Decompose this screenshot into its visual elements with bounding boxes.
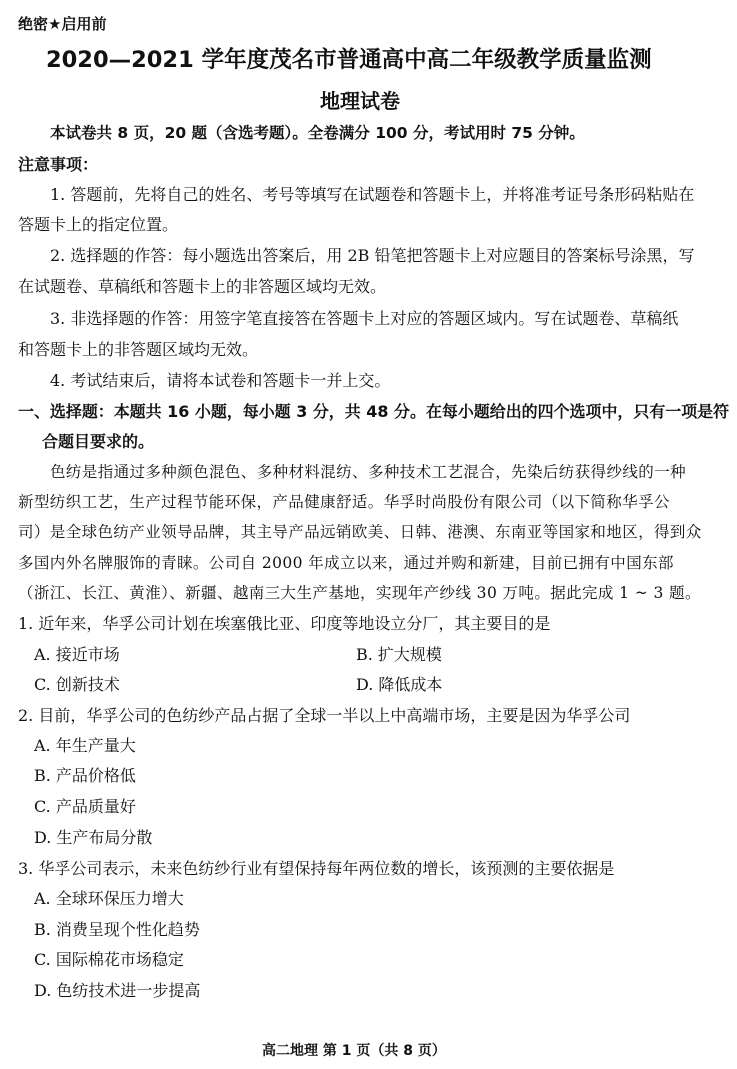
subject-title: 地理试卷 xyxy=(320,89,400,113)
exam-intro: 本试卷共 8 页，20 题（含选考题）。全卷满分 100 分，考试用时 75 分钟。 xyxy=(50,124,585,142)
notice-item-1-line-1: 1. 答题前，先将自己的姓名、考号等填写在试题卷和答题卡上，并将准考证号条形码粘贴在 xyxy=(50,185,695,204)
passage-line-4: 多国内外名牌服饰的青睐。公司自 2000 年成立以来，通过并购和新建，目前已拥有中国东部 xyxy=(18,554,674,572)
passage-line-3: 司）是全球色纺产业领导品牌，其主导产品远销欧美、日韩、港澳、东南亚等国家和地区，得到众 xyxy=(18,523,702,541)
question-2-option-d: D. 生产布局分散 xyxy=(34,828,153,847)
question-2-option-b: B. 产品价格低 xyxy=(34,766,136,785)
question-2-stem: 2. 目前，华孚公司的色纺纱产品占据了全球一半以上中高端市场，主要是因为华孚公司 xyxy=(18,706,631,725)
question-3-option-b: B. 消费呈现个性化趋势 xyxy=(34,920,200,939)
page-footer: 高二地理 第 1 页（共 8 页） xyxy=(262,1043,446,1059)
notice-item-1-line-2: 答题卡上的指定位置。 xyxy=(18,215,179,234)
section-heading-line-1: 一、选择题：本题共 16 小题，每小题 3 分，共 48 分。在每小题给出的四个选项中，只有一项是符 xyxy=(18,402,730,421)
passage-line-1: 色纺是指通过多种颜色混色、多种材料混纺、多种技术工艺混合，先染后纺获得纱线的一种 xyxy=(50,463,687,481)
question-1-option-d: D. 降低成本 xyxy=(356,675,443,694)
question-3-option-c: C. 国际棉花市场稳定 xyxy=(34,950,184,969)
question-3-stem: 3. 华孚公司表示，未来色纺纱行业有望保持每年两位数的增长，该预测的主要依据是 xyxy=(18,859,615,878)
question-1-option-c: C. 创新技术 xyxy=(34,675,120,694)
notice-item-4: 4. 考试结束后，请将本试卷和答题卡一并上交。 xyxy=(50,371,391,390)
question-1-stem: 1. 近年来，华孚公司计划在埃塞俄比亚、印度等地设立分厂，其主要目的是 xyxy=(18,614,551,633)
passage-line-2: 新型纺织工艺，生产过程节能环保，产品健康舒适。华孚时尚股份有限公司（以下简称华孚公 xyxy=(18,493,670,511)
notice-item-2-line-2: 在试题卷、草稿纸和答题卡上的非答题区域均无效。 xyxy=(18,277,387,296)
passage-line-5: （浙江、长江、黄淮）、新疆、越南三大生产基地，实现年产纱线 30 万吨。据此完成 1 ~ 3 题。 xyxy=(18,584,701,602)
question-3-option-d: D. 色纺技术进一步提高 xyxy=(34,981,201,1000)
question-2-option-c: C. 产品质量好 xyxy=(34,797,136,816)
question-3-option-a: A. 全球环保压力增大 xyxy=(34,889,184,908)
exam-title: 2020—2021 学年度茂名市普通高中高二年级教学质量监测 xyxy=(46,47,652,73)
notice-item-3-line-1: 3. 非选择题的作答：用签字笔直接答在答题卡上对应的答题区域内。写在试题卷、草稿纸 xyxy=(50,309,679,328)
question-1-option-a: A. 接近市场 xyxy=(34,645,120,664)
secret-label: 绝密★启用前 xyxy=(18,15,107,33)
notice-item-3-line-2: 和答题卡上的非答题区域均无效。 xyxy=(18,340,259,359)
question-2-option-a: A. 年生产量大 xyxy=(34,736,136,755)
notice-heading: 注意事项： xyxy=(18,155,99,174)
notice-item-2-line-1: 2. 选择题的作答：每小题选出答案后，用 2B 铅笔把答题卡上对应题目的答案标号涂黑，写 xyxy=(50,246,695,265)
question-1-option-b: B. 扩大规模 xyxy=(356,645,442,664)
section-heading-line-2: 合题目要求的。 xyxy=(42,432,155,451)
